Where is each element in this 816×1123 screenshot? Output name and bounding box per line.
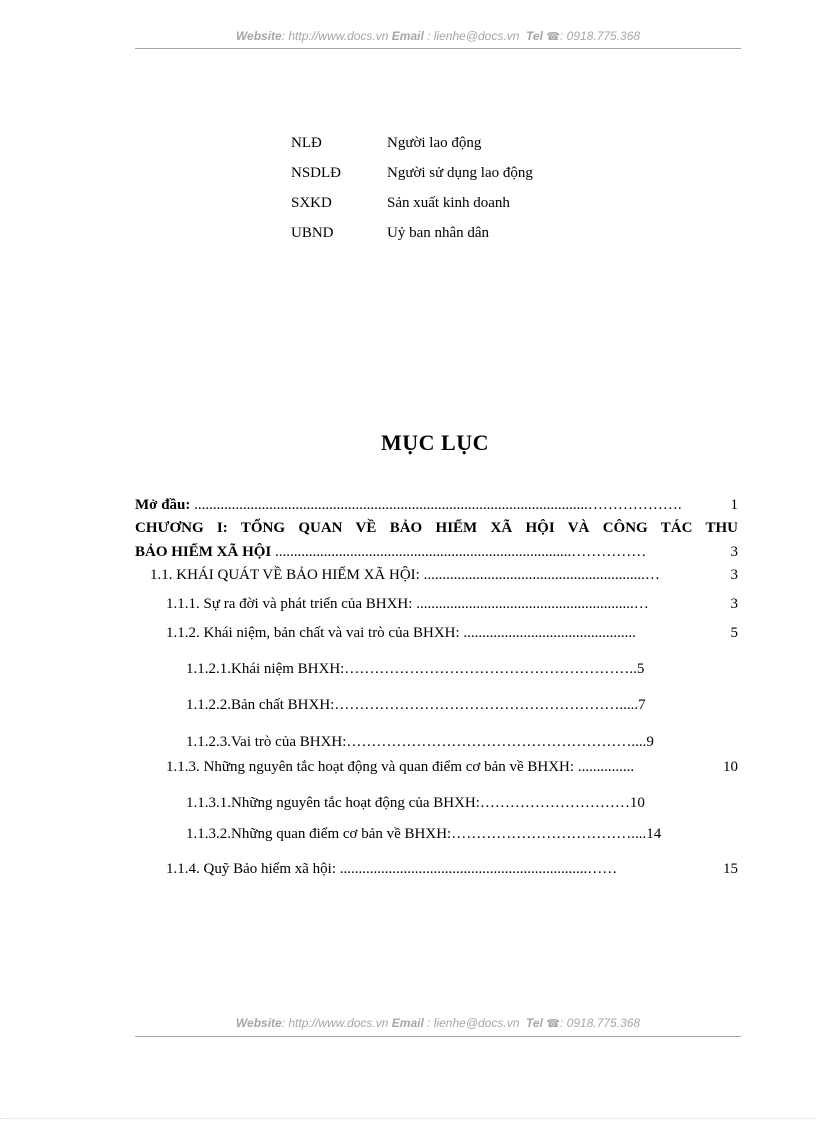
toc-entry-page: 5 bbox=[636, 661, 645, 677]
footer-email-value: : lienhe@docs.vn bbox=[423, 1016, 520, 1030]
toc-entry-dots: .........................................................................................................………………. bbox=[190, 497, 682, 513]
toc-chapter-heading[interactable]: CHƯƠNG I: TỔNG QUAN VỀ BẢO HIỂM XÃ HỘI VÀ CÔNG TÁC THU bbox=[135, 520, 738, 536]
toc-entry[interactable] bbox=[186, 733, 654, 751]
footer-email-label: Email bbox=[391, 1016, 424, 1030]
footer-tel-value: : 0918.775.368 bbox=[560, 1016, 641, 1030]
telephone-icon: ☎ bbox=[546, 1018, 560, 1030]
telephone-icon: ☎ bbox=[546, 31, 560, 43]
toc-entry[interactable] bbox=[166, 758, 634, 776]
toc-entry-page: 3 bbox=[730, 567, 738, 583]
toc-entry-page: 10 bbox=[723, 759, 738, 775]
page-bottom-divider bbox=[0, 1118, 816, 1119]
toc-entry[interactable] bbox=[135, 543, 646, 561]
abbreviation-meaning: Người sử dụng lao động bbox=[387, 165, 533, 181]
abbreviation-row bbox=[291, 132, 631, 162]
abbreviation-list bbox=[291, 132, 631, 252]
toc-entry[interactable] bbox=[135, 496, 682, 514]
toc-entry-text: 1.1.2. Khái niệm, bản chất và vai trò của BHXH: bbox=[166, 625, 460, 641]
toc-entry-dots: ……………………………….... bbox=[451, 826, 647, 842]
footer-rule bbox=[135, 1036, 741, 1037]
toc-entry-dots: ............... bbox=[574, 759, 635, 775]
abbreviation-code: NLĐ bbox=[291, 135, 322, 151]
toc-entry-dots: …………………………………………………..... bbox=[334, 697, 639, 713]
toc-entry-text: 1.1.3. Những nguyên tắc hoạt động và quan điểm cơ bản về BHXH: bbox=[166, 759, 575, 775]
toc-entry-text: BẢO HIỂM XÃ HỘI bbox=[135, 544, 272, 560]
header-tel-value: : 0918.775.368 bbox=[560, 29, 641, 43]
toc-entry-page: 14 bbox=[646, 826, 662, 842]
toc-entry-page: 1 bbox=[730, 497, 738, 513]
toc-entry-dots: ..................................................................…… bbox=[335, 861, 618, 877]
toc-entry-dots: ..........................................................… bbox=[412, 596, 649, 612]
abbreviation-row bbox=[291, 222, 631, 252]
abbreviation-meaning: Uỷ ban nhân dân bbox=[387, 225, 490, 241]
abbreviation-row bbox=[291, 192, 631, 222]
abbreviation-meaning: Người lao động bbox=[387, 135, 482, 151]
toc-entry-dots: ...............................................................................…………… bbox=[271, 544, 647, 560]
toc-entry-page: 7 bbox=[638, 697, 646, 713]
abbreviation-code: UBND bbox=[291, 225, 334, 241]
toc-title: MỤC LỤC bbox=[381, 430, 489, 455]
footer-website-value: : http://www.docs.vn bbox=[281, 1016, 389, 1030]
page-header bbox=[135, 29, 741, 43]
toc-entry-dots: .............................................. bbox=[459, 625, 636, 641]
toc-entry-dots: ...........................................................… bbox=[419, 567, 660, 583]
toc-entry[interactable] bbox=[166, 860, 617, 878]
header-website-value: : http://www.docs.vn bbox=[281, 29, 389, 43]
toc-entry-dots: ………………………………………………….... bbox=[346, 734, 647, 750]
toc-entry-text: Mở đầu: bbox=[135, 497, 191, 513]
toc-entry[interactable] bbox=[150, 566, 660, 584]
toc-entry-page: 3 bbox=[730, 596, 738, 612]
toc-entry-text: 1.1.3.1.Những nguyên tắc hoạt động của BHXH: bbox=[186, 795, 480, 811]
footer-tel-label: Tel bbox=[526, 1016, 543, 1030]
toc-entry-text: 1.1.3.2.Những quan điểm cơ bản về BHXH: bbox=[186, 826, 452, 842]
header-rule bbox=[135, 48, 741, 49]
toc-entry-dots: ………………………… bbox=[479, 795, 630, 811]
toc-entry-text: 1.1.1. Sự ra đời và phát triển của BHXH: bbox=[166, 596, 413, 612]
abbreviation-meaning: Sản xuất kinh doanh bbox=[387, 195, 510, 211]
toc-entry-text: 1.1.2.1.Khái niệm BHXH: bbox=[186, 661, 345, 677]
toc-entry[interactable] bbox=[186, 696, 646, 714]
abbreviation-code: SXKD bbox=[291, 195, 332, 211]
toc-entry[interactable] bbox=[186, 660, 644, 678]
page-footer bbox=[135, 1016, 741, 1030]
header-website-label: Website bbox=[235, 29, 282, 43]
header-email-label: Email bbox=[391, 29, 424, 43]
toc-entry-page: 5 bbox=[730, 625, 738, 641]
toc-entry-page: 15 bbox=[723, 861, 738, 877]
abbreviation-row bbox=[291, 162, 631, 192]
header-email-value: : lienhe@docs.vn bbox=[423, 29, 520, 43]
abbreviation-code: NSDLĐ bbox=[291, 165, 342, 181]
toc-entry-dots: ………………………………………………….. bbox=[344, 661, 637, 677]
toc-entry[interactable] bbox=[166, 595, 649, 613]
toc-entry[interactable] bbox=[186, 794, 645, 812]
toc-entry-page: 10 bbox=[629, 795, 645, 811]
toc-entry-text: 1.1. KHÁI QUÁT VỀ BẢO HIỂM XÃ HỘI: bbox=[150, 567, 420, 583]
toc-entry[interactable] bbox=[166, 624, 636, 642]
toc-entry-page: 9 bbox=[646, 734, 654, 750]
toc-entry-text: 1.1.2.2.Bản chất BHXH: bbox=[186, 697, 335, 713]
toc-entry[interactable] bbox=[186, 825, 661, 843]
toc-entry-page: 3 bbox=[730, 544, 738, 560]
header-tel-label: Tel bbox=[526, 29, 543, 43]
footer-website-label: Website bbox=[235, 1016, 282, 1030]
toc-entry-text: 1.1.2.3.Vai trò của BHXH: bbox=[186, 734, 347, 750]
toc-entry-text: 1.1.4. Quỹ Bảo hiểm xã hội: bbox=[166, 861, 336, 877]
